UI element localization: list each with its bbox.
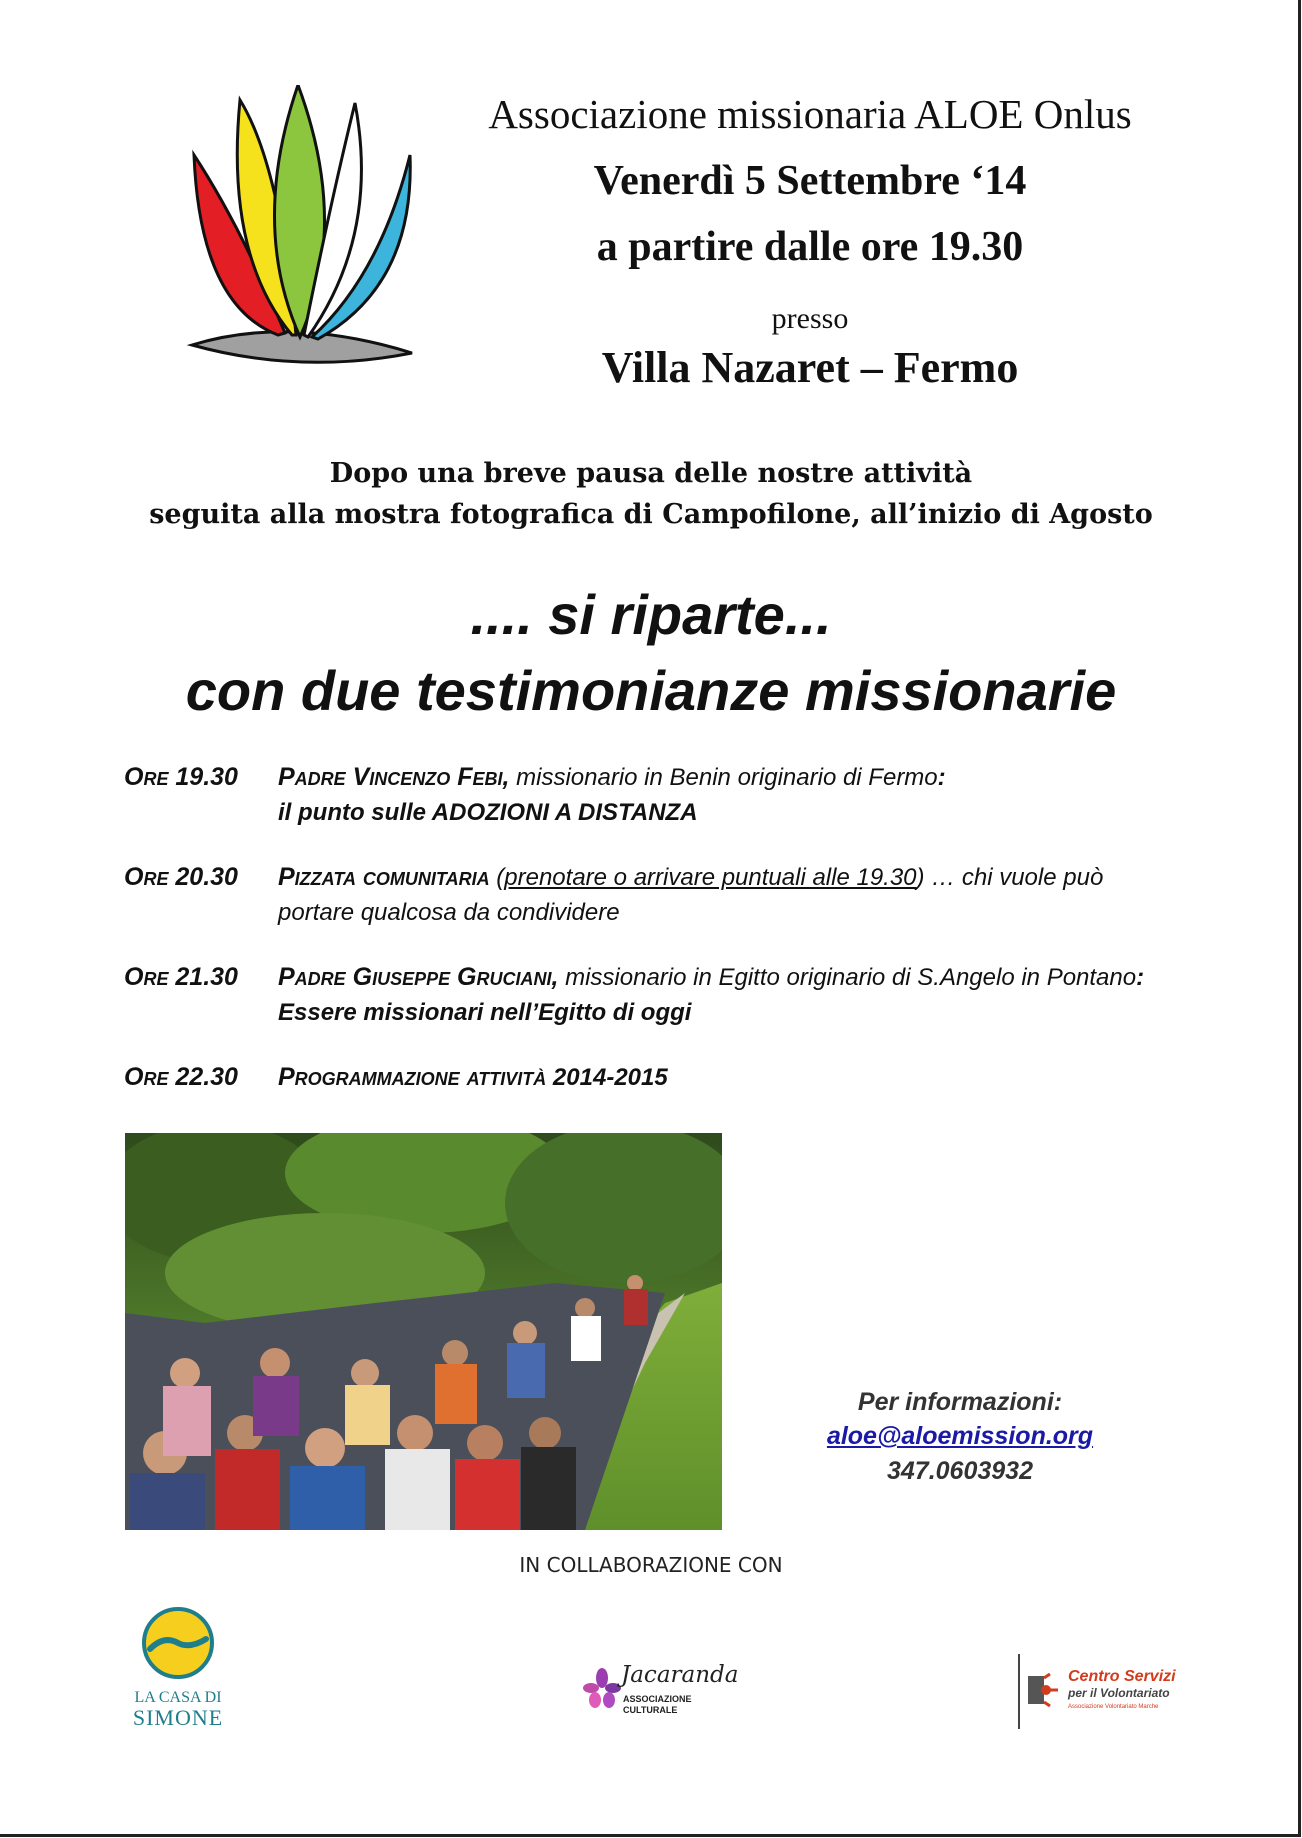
casa-line-2: SIMONE (132, 1705, 224, 1730)
program-years: 2014-2015 (546, 1064, 668, 1091)
jacaranda-name: Jacaranda (621, 1662, 739, 1688)
event-time: a partire dalle ore 19.30 (596, 224, 1024, 270)
program-activity: Pizzata comunitaria (278, 863, 490, 891)
program-row (124, 860, 1164, 932)
contact-email-link[interactable]: aloe@aloemission.org (826, 1422, 1094, 1450)
venue-name: Villa Nazaret – Fermo (601, 343, 1019, 392)
jacaranda-logo (583, 1658, 743, 1728)
program-text: missionario in Egitto originario di S.Angelo in Pontano (558, 964, 1137, 991)
collaboration-label: IN COLLABORAZIONE CON (519, 1553, 783, 1577)
program-speaker: Padre Vincenzo Febi, (278, 763, 510, 791)
centro-servizi-logo (1018, 1654, 1178, 1729)
crowd-walking-photo-icon (125, 1133, 722, 1530)
casa-di-simone-logo (118, 1605, 238, 1735)
program-time: Ore 19.30 (124, 763, 238, 791)
program-text: ) … chi vuole può portare qualcosa da condividere (278, 864, 1104, 926)
program-topic: il punto sulle ADOZIONI A DISTANZA (278, 799, 698, 826)
program-colon: : (937, 764, 946, 791)
casa-line-1: LA CASA DI (134, 1689, 222, 1706)
program-description (278, 1060, 1164, 1095)
program-time: Ore 21.30 (124, 963, 238, 991)
program-description (278, 960, 1164, 1030)
logo-divider (1018, 1654, 1020, 1729)
csv-line-2: per il Volontariato (1068, 1686, 1170, 1700)
headline-line-2: con due testimonianze missionarie (185, 659, 1117, 722)
lotus-flower-logo-icon (180, 85, 420, 365)
csv-line-1: Centro Servizi (1068, 1668, 1176, 1685)
organization-name: Associazione missionaria ALOE Onlus (488, 91, 1132, 137)
program-text: missionario in Benin originario di Fermo (509, 764, 938, 791)
jacaranda-sub-1: ASSOCIAZIONE (623, 1694, 692, 1704)
event-date: Venerdì 5 Settembre ‘14 (593, 158, 1027, 204)
flower-logo-icon (583, 1668, 621, 1714)
program-note: prenotare o arrivare puntuali alle 19.30 (504, 864, 917, 891)
info-label: Per informazioni: (857, 1388, 1063, 1416)
program-activity: Programmazione attività (278, 1063, 547, 1091)
intro-line-1: Dopo una breve pausa delle nostre attività (329, 458, 973, 489)
jacaranda-sub-2: CULTURALE (623, 1705, 678, 1715)
csv-line-3: Associazione Volontariato Marche (1068, 1704, 1159, 1710)
program-description (278, 760, 1164, 830)
program-description (278, 860, 1164, 930)
speaker-logo-icon (1026, 1670, 1066, 1710)
program-speaker: Padre Giuseppe Gruciani, (278, 963, 559, 991)
program-topic: : Essere missionari nell’Egitto di oggi (278, 964, 1145, 1026)
venue-prefix: presso (771, 302, 849, 335)
program-row (124, 1060, 1164, 1100)
program-row (124, 960, 1164, 1032)
headline-line-1: .... si riparte... (470, 583, 832, 646)
program-time: Ore 22.30 (124, 1063, 238, 1091)
program-row (124, 760, 1164, 832)
program-time: Ore 20.30 (124, 863, 238, 891)
hands-circle-logo-icon (140, 1605, 216, 1681)
contact-phone: 347.0603932 (887, 1457, 1033, 1485)
program-paren-open: ( (489, 864, 505, 891)
intro-line-2: seguita alla mostra fotografica di Campofilone, all’inizio di Agosto (149, 499, 1153, 530)
